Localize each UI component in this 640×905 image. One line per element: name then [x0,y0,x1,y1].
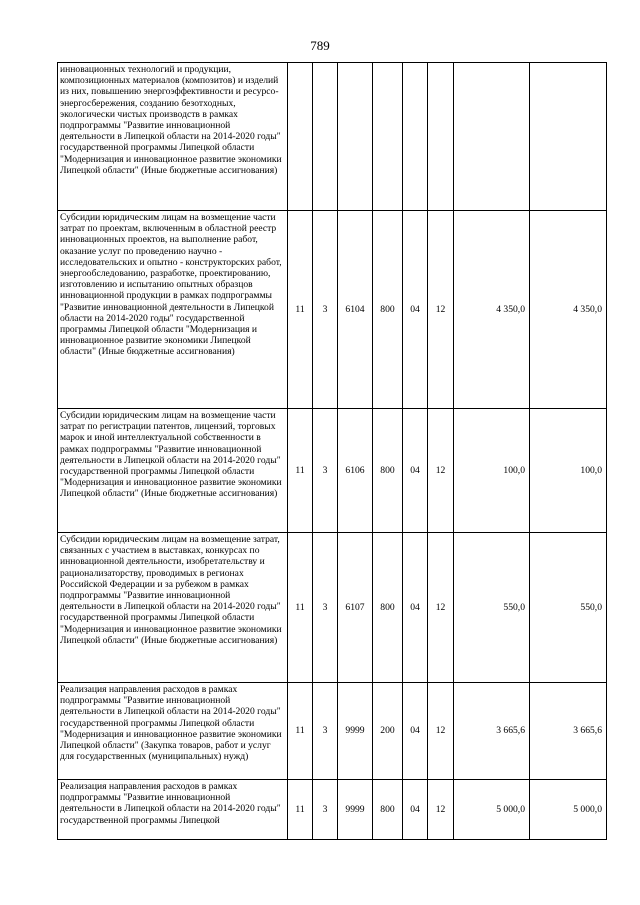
amount-1: 100,0 [454,409,530,533]
amount-2: 4 350,0 [530,211,607,409]
amount-2: 3 665,6 [530,683,607,780]
table-row [58,409,607,533]
code-subsection: 12 [428,683,454,780]
table-row [58,63,607,211]
row-description: инновационных технологий и продукции, композиционных материалов (композитов) и изделий из них, повышению энергоэффективности и ресурсо-энергосбережения, созданию безотходных, экологически чистых производств в рамках подпрограммы "Развитие инновационной деятельности в Липецкой области на 2014-2020 годы" государственной программы Липецкой области "Модернизация и инновационное развитие экономики Липецкой области" (Иные бюджетные ассигнования) [58,63,288,211]
code-ministry: 11 [288,409,313,533]
amount-1: 5 000,0 [454,780,530,840]
code-section: 04 [403,533,428,683]
code-direction: 9999 [338,780,373,840]
code-expense-type: 800 [373,211,403,409]
code-direction: 6104 [338,211,373,409]
code-section: 04 [403,780,428,840]
amount-2: 5 000,0 [530,780,607,840]
code-section: 04 [403,683,428,780]
table-row [58,683,607,780]
code-direction: 6107 [338,533,373,683]
amount-1 [454,63,530,211]
table-row [58,533,607,683]
page-number: 789 [310,38,330,53]
code-direction: 6106 [338,409,373,533]
code-subprogram: 3 [313,211,338,409]
amount-1: 4 350,0 [454,211,530,409]
code-subprogram [313,63,338,211]
row-description: Субсидии юридическим лицам на возмещение части затрат по проектам, включенным в областной реестр инновационных проектов, на выполнение работ, оказание услуг по проведению научно - исследовательских и опытно - конструкторских работ, энергообследованию, разработке, проектированию, изготовлению и испытанию опытных образцов инновационной продукции в рамках подпрограммы "Развитие инновационной деятельности в Липецкой области на 2014-2020 годы" государственной программы Липецкой области "Модернизация и инновационное развитие экономики Липецкой области" (Иные бюджетные ассигнования) [58,211,288,409]
code-subprogram: 3 [313,683,338,780]
row-description: Субсидии юридическим лицам на возмещение затрат, связанных с участием в выставках, конкурсах по инновационной деятельности, изобретательству и рационализаторству, проводимых в регионах Российской Федерации и за рубежом в рамках подпрограммы "Развитие инновационной деятельности в Липецкой области на 2014-2020 годы" государственной программы Липецкой области "Модернизация и инновационное развитие экономики Липецкой области" (Иные бюджетные ассигнования) [58,533,288,683]
code-ministry: 11 [288,211,313,409]
code-direction [338,63,373,211]
code-ministry: 11 [288,533,313,683]
code-ministry: 11 [288,683,313,780]
code-section [403,63,428,211]
code-direction: 9999 [338,683,373,780]
code-expense-type: 800 [373,780,403,840]
code-subsection: 12 [428,409,454,533]
code-expense-type: 200 [373,683,403,780]
code-subprogram: 3 [313,780,338,840]
code-expense-type [373,63,403,211]
row-description: Реализация направления расходов в рамках подпрограммы "Развитие инновационной деятельности в Липецкой области на 2014-2020 годы" государственной программы Липецкой [58,780,288,840]
code-subsection [428,63,454,211]
amount-1: 550,0 [454,533,530,683]
code-section: 04 [403,211,428,409]
amount-2: 100,0 [530,409,607,533]
amount-2 [530,63,607,211]
code-subsection: 12 [428,780,454,840]
table-row [58,211,607,409]
code-ministry [288,63,313,211]
code-subsection: 12 [428,533,454,683]
table-row [58,780,607,840]
code-section: 04 [403,409,428,533]
code-ministry: 11 [288,780,313,840]
code-subprogram: 3 [313,533,338,683]
row-description: Реализация направления расходов в рамках подпрограммы "Развитие инновационной деятельности в Липецкой области на 2014-2020 годы" государственной программы Липецкой области "Модернизация и инновационное развитие экономики Липецкой области" (Закупка товаров, работ и услуг для государственных (муниципальных) нужд) [58,683,288,780]
row-description: Субсидии юридическим лицам на возмещение части затрат по регистрации патентов, лицензий, торговых марок и иной интеллектуальной собственности в рамках подпрограммы "Развитие инновационной деятельности в Липецкой области на 2014-2020 годы" государственной программы Липецкой области "Модернизация и инновационное развитие экономики Липецкой области" (Иные бюджетные ассигнования) [58,409,288,533]
amount-2: 550,0 [530,533,607,683]
code-subprogram: 3 [313,409,338,533]
code-subsection: 12 [428,211,454,409]
budget-table [57,62,607,840]
code-expense-type: 800 [373,533,403,683]
code-expense-type: 800 [373,409,403,533]
amount-1: 3 665,6 [454,683,530,780]
